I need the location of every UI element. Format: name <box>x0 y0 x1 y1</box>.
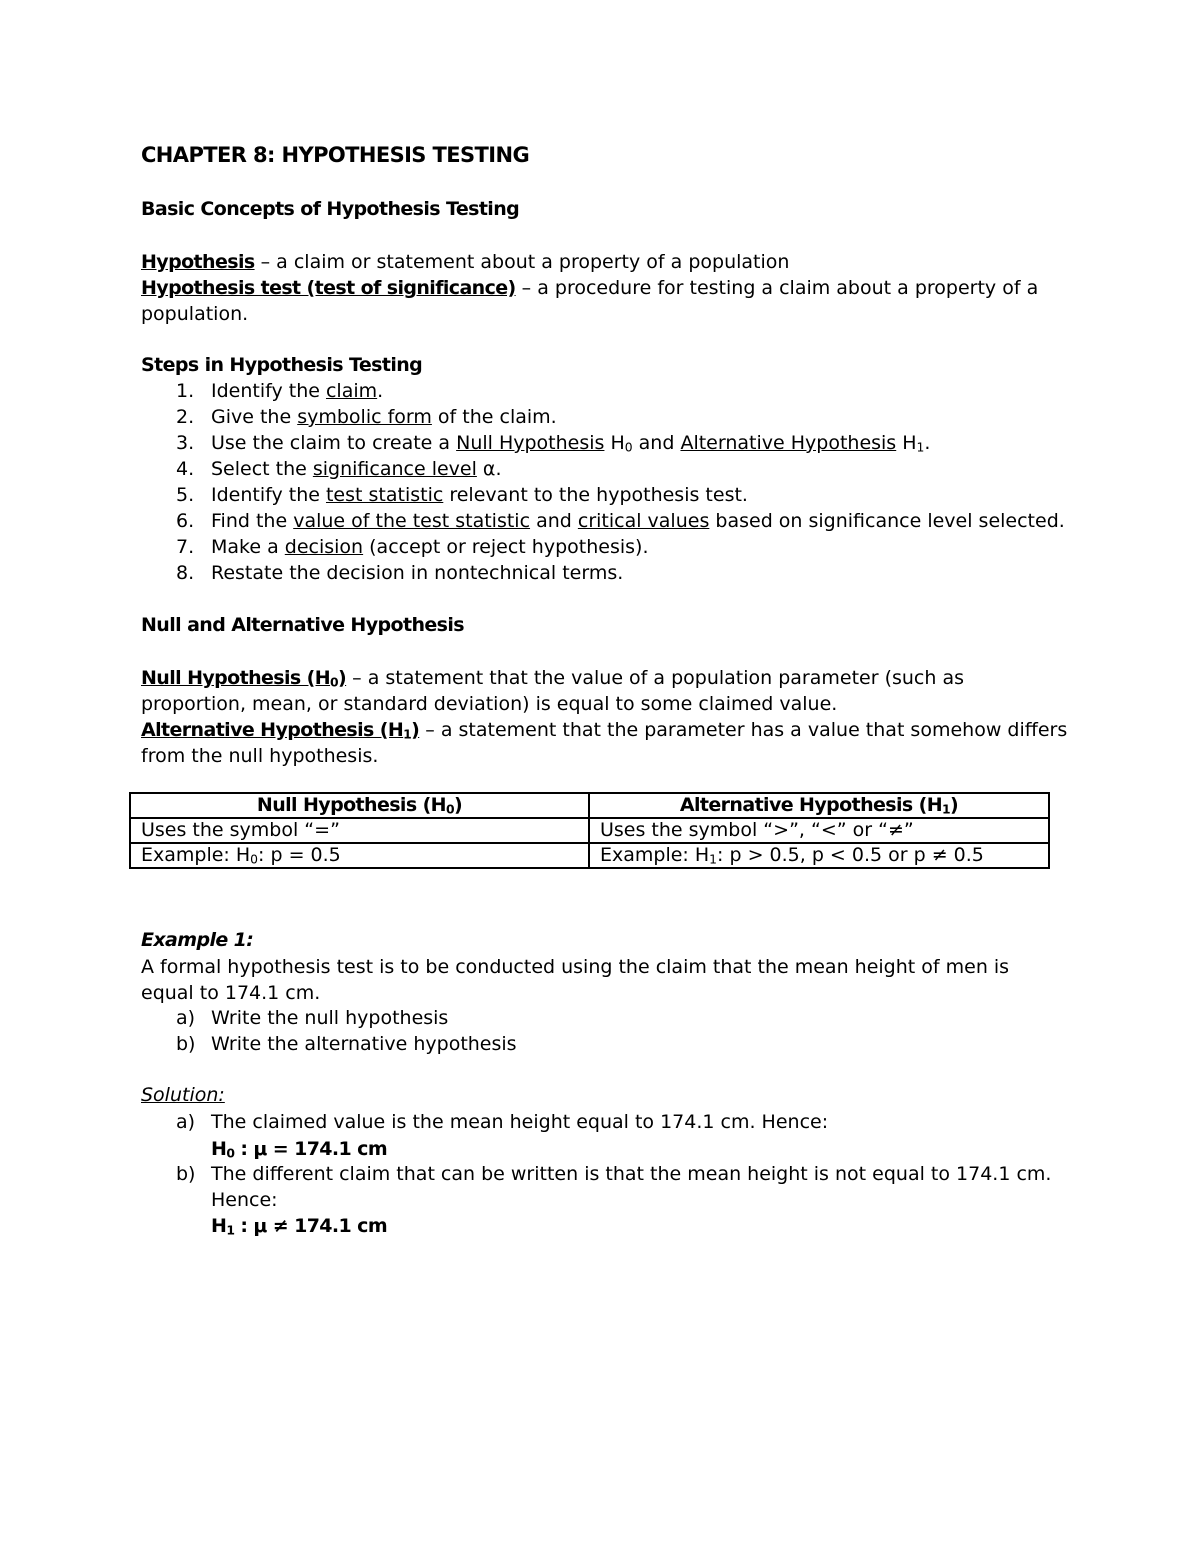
steps-list: 1. Identify the claim. 2. Give the symbolic form of the claim. 3. Use the claim to create a Null Hypothesis $H_0$ and Alternative Hypothesis $H_1$. 4. Select the significance level α. 5. Identify the test statistic relevant to the hypothesis test. 6. Find the value of the test statistic and critical values based on significance level selected. 7. Make a decision (accept or reject hypothesis). 8. Restate the decision in nontechnical terms. <box>176 380 1065 584</box>
hypothesis-test-definition-cont: population. <box>141 303 249 325</box>
table-header-alt: Alternative Hypothesis $(H_1)$ <box>589 793 1049 818</box>
example-text: A formal hypothesis test is to be conducted using the claim that the mean height of men is equal to 174.1 cm. <box>141 956 1010 1004</box>
null-alt-definitions: Null Hypothesis $(H_0)$ – a statement that the value of a population parameter (such as proportion, mean, or standard deviation) is equal to some claimed value. Alternative Hypothesis $(H_1)$ – a statement that the parameter has a value that somehow differs from the null hypothesis. <box>141 667 1068 767</box>
solution-parts: a) The claimed value is the mean height equal to 174.1 cm. Hence: $H_0$ : μ = 174.1 cm b) The different claim that can be written is that the mean height is not equal to 174.1 cm. Hence: $H_1$ : μ ≠ 174.1 cm <box>176 1111 1052 1238</box>
example-heading: Example 1: <box>141 929 254 951</box>
solution-heading: Solution: <box>141 1084 225 1106</box>
table-header-row <box>130 793 1049 818</box>
hypothesis-test-definition-text: – a procedure for testing a claim about a property of a <box>515 277 1039 299</box>
null-hypothesis-term: Null Hypothesis $(H_0)$ <box>141 667 347 690</box>
example-parts: a) Write the null hypothesis b) Write the alternative hypothesis <box>176 1007 517 1055</box>
table-cell: Uses the symbol “=” <box>130 818 589 843</box>
steps-heading: Steps in Hypothesis Testing <box>141 354 423 376</box>
table-header-null: Null Hypothesis $(H_0)$ <box>130 793 589 818</box>
hypothesis-table <box>129 792 1050 869</box>
solution-b-cont: Hence: <box>211 1189 278 1211</box>
hypothesis-test-term: Hypothesis test (test of significance) <box>141 277 516 299</box>
hypothesis-term: Hypothesis <box>141 251 255 273</box>
alternative-hypothesis-term: Alternative Hypothesis $(H_1)$ <box>141 719 420 742</box>
table-row <box>130 818 1049 843</box>
basic-concepts-heading: Basic Concepts of Hypothesis Testing <box>141 198 520 220</box>
page-title: CHAPTER 8: HYPOTHESIS TESTING <box>141 143 530 167</box>
table-cell: Uses the symbol “>”, “<” or “≠” <box>589 818 1049 843</box>
table-cell: Example: $H_0$: p = 0.5 <box>130 843 589 868</box>
table-cell: Example: $H_1$: p > 0.5, p < 0.5 or p ≠ 0.5 <box>589 843 1049 868</box>
null-alt-heading: Null and Alternative Hypothesis <box>141 614 464 636</box>
alt-formula: $H_1$ : μ ≠ 174.1 cm <box>211 1215 388 1238</box>
table-row <box>130 843 1049 868</box>
hypothesis-definition-text: – a claim or statement about a property of a population <box>254 251 790 273</box>
null-formula: $H_0$ : μ = 174.1 cm <box>211 1138 388 1161</box>
hypothesis-definition <box>141 249 1071 327</box>
